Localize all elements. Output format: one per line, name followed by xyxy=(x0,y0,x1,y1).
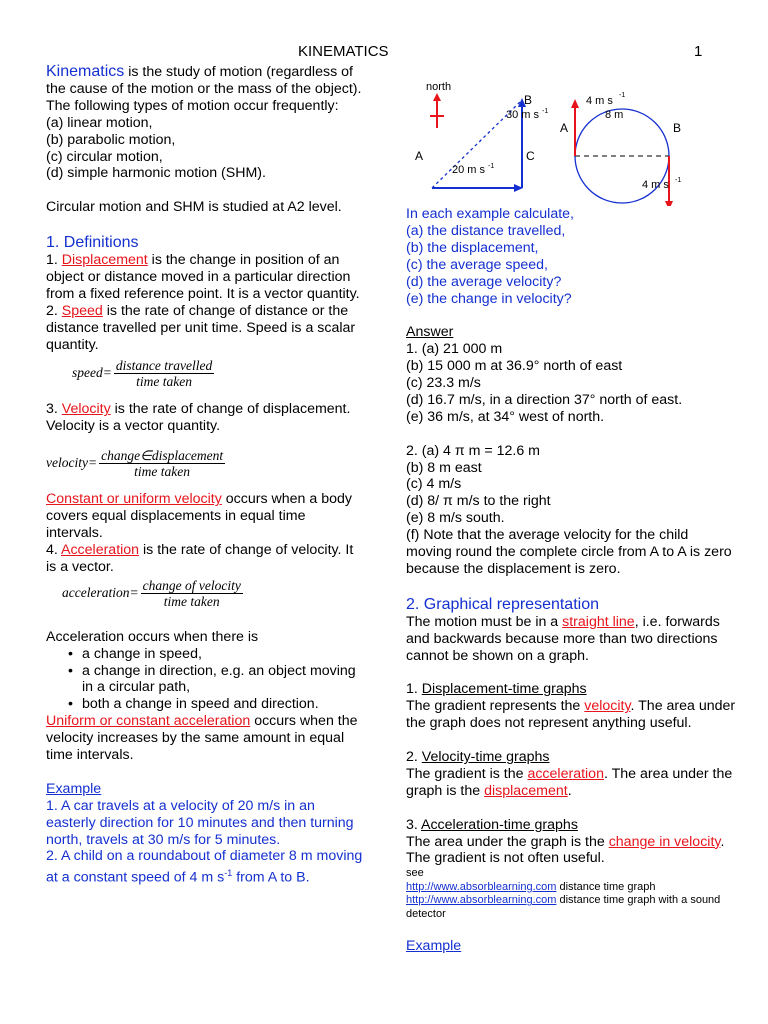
uniform-acceleration-term: Uniform or constant acceleration xyxy=(46,713,251,730)
velocity-20-label: 20 m s xyxy=(452,164,486,176)
graph1-pre: The gradient represents the xyxy=(406,698,585,715)
superscript: -1 xyxy=(224,868,233,879)
acceleration-formula xyxy=(62,576,366,612)
definition-displacement xyxy=(46,252,366,303)
kinematics-term: Kinematics xyxy=(46,63,125,80)
formula-equals: = xyxy=(102,365,112,381)
answer-2d: (d) 8/ π m/s to the right xyxy=(406,493,551,510)
formula-fraction xyxy=(141,578,243,609)
graph1-heading xyxy=(406,681,736,698)
constant-velocity-definition xyxy=(46,491,366,542)
task-d: (d) the average velocity? xyxy=(406,273,562,290)
resource-link-2 xyxy=(406,894,736,921)
graph2-heading xyxy=(406,749,736,766)
answer-2f: (f) Note that the average velocity for the child moving round the complete circle from A to A is zero because the displacement is zero. xyxy=(406,527,732,577)
uniform-acceleration-definition xyxy=(46,713,366,764)
example-heading-left: Example xyxy=(46,780,102,797)
def-text: is the rate of change of velocity. It is a vector. xyxy=(46,542,354,575)
def-text: is the change in position of an object or distance moved in a particular direction from a fixed reference point. It is a vector quantity. xyxy=(46,252,360,302)
answer-2a: 2. (a) 4 π m = 12.6 m xyxy=(406,442,540,459)
answer-1b: (b) 15 000 m at 36.9° north of east xyxy=(406,358,623,375)
formula-fraction xyxy=(114,358,214,389)
answer-heading: Answer xyxy=(406,324,454,341)
superscript: -1 xyxy=(619,92,626,99)
answer-1e: (e) 36 m/s, at 34° west of north. xyxy=(406,408,605,425)
velocity-formula xyxy=(46,443,366,483)
graph-intro xyxy=(406,614,736,665)
answer-2e: (e) 8 m/s south. xyxy=(406,510,505,527)
diameter-label: 8 m xyxy=(605,109,624,121)
label-c: C xyxy=(526,149,535,163)
a2-note: Circular motion and SHM is studied at A2 level. xyxy=(46,199,342,216)
list-item: • a change in direction, e.g. an object moving in a circular path, xyxy=(46,663,366,697)
formula-denominator: time taken xyxy=(163,594,220,610)
formula-numerator: change∈displacement xyxy=(101,447,224,463)
section-graphical-heading: 2. Graphical representation xyxy=(406,595,599,613)
motion-type-a: (a) linear motion, xyxy=(46,114,153,131)
graph3-title: Acceleration-time graphs xyxy=(421,816,578,833)
formula-lhs: acceleration xyxy=(62,585,130,601)
formula-lhs: speed xyxy=(72,365,103,381)
graph2-title: Velocity-time graphs xyxy=(421,749,550,766)
acceleration-term: Acceleration xyxy=(61,542,140,558)
left-column xyxy=(46,64,366,887)
intro-text: is the study of motion (regardless of the cause of the motion or the mass of the object). xyxy=(46,64,362,97)
answer-2c: (c) 4 m/s xyxy=(406,476,462,493)
example-heading-right: Example xyxy=(406,938,462,955)
formula-equals: = xyxy=(129,585,139,601)
speed-formula xyxy=(72,353,366,393)
page-number: 1 xyxy=(694,43,703,60)
graph3-text xyxy=(406,834,736,868)
label-b: B xyxy=(524,93,533,107)
formula-lhs: velocity xyxy=(46,454,88,470)
displacement-term: Displacement xyxy=(61,252,148,269)
example-diagrams xyxy=(410,76,710,206)
graph3-post: . The gradient is not often useful. xyxy=(406,833,725,867)
see-label: see xyxy=(406,867,424,880)
def-text: occurs when the velocity increases by the same amount in equal time intervals. xyxy=(46,713,358,764)
acceleration-intro: Acceleration occurs when there is xyxy=(46,628,259,645)
graph3-heading xyxy=(406,817,736,834)
label-a: A xyxy=(415,149,424,163)
absorblearning-link-2[interactable]: http://www.absorblearning.com xyxy=(406,894,557,907)
formula-denominator: time taken xyxy=(134,463,191,479)
formula-fraction xyxy=(99,448,225,479)
motion-type-c: (c) circular motion, xyxy=(46,148,163,165)
types-intro: The following types of motion occur frequently: xyxy=(46,97,339,114)
formula-equals: = xyxy=(87,454,98,470)
velocity-term: Velocity xyxy=(61,401,111,418)
example-2-text: 2. A child on a roundabout of diameter 8 m moving at a constant speed of 4 m s xyxy=(46,848,363,887)
right-column xyxy=(406,206,736,955)
example-1: 1. A car travels at a velocity of 20 m/s in an easterly direction for 10 minutes and then turning north, travels at 30 m/s for 5 minutes. xyxy=(46,797,354,848)
page-title: KINEMATICS xyxy=(298,43,389,60)
formula-numerator: change of velocity xyxy=(142,578,241,594)
def-text: occurs when a body covers equal displacements in equal time intervals. xyxy=(46,491,352,542)
vector-diagram-svg xyxy=(410,76,710,206)
graph3-pre: The area under the graph is the xyxy=(406,833,609,850)
graph2-mid: . The area under the graph is the xyxy=(406,765,733,799)
motion-type-d: (d) simple harmonic motion (SHM). xyxy=(46,165,266,182)
example-2 xyxy=(46,848,366,887)
list-item: • a change in speed, xyxy=(46,646,366,663)
answer-2b: (b) 8 m east xyxy=(406,459,482,476)
superscript: -1 xyxy=(488,163,495,170)
link-1-description: distance time graph xyxy=(556,880,656,893)
graph-number: 3. xyxy=(406,816,421,833)
superscript: -1 xyxy=(542,108,549,115)
definition-speed xyxy=(46,303,366,354)
intro-paragraph xyxy=(46,64,366,98)
speed-top-label: 4 m s xyxy=(586,95,613,107)
graph2-pre: The gradient is the xyxy=(406,765,528,782)
circle-label-a: A xyxy=(560,121,569,135)
def-number: 1. xyxy=(46,252,62,269)
formula-denominator: time taken xyxy=(136,373,192,389)
definition-velocity xyxy=(46,401,366,435)
speed-term: Speed xyxy=(61,302,103,319)
answer-1d: (d) 16.7 m/s, in a direction 37° north of east. xyxy=(406,391,683,408)
definition-acceleration xyxy=(46,542,366,576)
graph1-post: . The area under the graph does not represent anything useful. xyxy=(406,698,736,732)
task-b: (b) the displacement, xyxy=(406,239,539,256)
velocity-at-a-arrowhead xyxy=(571,99,579,108)
graph-intro-text: The motion must be in a xyxy=(406,613,563,630)
tasks-intro: In each example calculate, xyxy=(406,206,574,222)
page-header xyxy=(0,44,768,62)
link-2-description: distance time graph with a sound detector xyxy=(406,894,721,920)
acceleration-term-graph: acceleration xyxy=(527,765,604,782)
change-in-velocity-term: change in velocity xyxy=(608,833,721,850)
task-e: (e) the change in velocity? xyxy=(406,290,572,307)
superscript: -1 xyxy=(675,177,682,184)
absorblearning-link-1[interactable]: http://www.absorblearning.com xyxy=(406,880,557,893)
displacement-term-graph: displacement xyxy=(484,782,568,799)
straight-line-term: straight line xyxy=(562,613,635,630)
constant-velocity-term: Constant or uniform velocity xyxy=(46,491,222,508)
answer-1c: (c) 23.3 m/s xyxy=(406,375,481,392)
def-text: is the rate of change of distance or the distance travelled per unit time. Speed is a scalar quantity. xyxy=(46,302,356,353)
def-number: 3. xyxy=(46,401,62,418)
graph-intro-end: , i.e. forwards and backwards because more than two directions cannot be shown on a graph. xyxy=(406,613,720,664)
def-number: 4. xyxy=(46,542,61,558)
graph-number: 2. xyxy=(406,749,422,766)
velocity-term-graph: velocity xyxy=(584,698,631,715)
def-number: 2. xyxy=(46,302,62,319)
task-a: (a) the distance travelled, xyxy=(406,222,566,239)
circle-label-b: B xyxy=(673,121,682,135)
section-definitions-heading: 1. Definitions xyxy=(46,234,139,252)
graph1-title: Displacement-time graphs xyxy=(421,681,587,698)
task-c: (c) the average speed, xyxy=(406,256,548,273)
example-2-end: from A to B. xyxy=(232,870,310,887)
velocity-30-label: 30 m s xyxy=(506,109,540,121)
motion-type-b: (b) parabolic motion, xyxy=(46,131,176,148)
speed-bottom-label: 4 m s xyxy=(642,179,669,191)
formula-numerator: distance travelled xyxy=(115,357,213,373)
graph-number: 1. xyxy=(406,681,422,698)
def-text: is the rate of change of displacement. Velocity is a vector quantity. xyxy=(46,401,351,435)
answer-1a: 1. (a) 21 000 m xyxy=(406,341,503,358)
graph2-text xyxy=(406,766,736,800)
resource-link-1 xyxy=(406,881,736,895)
acceleration-bullets xyxy=(46,646,366,714)
graph2-post: . xyxy=(567,782,572,799)
north-label: north xyxy=(426,81,452,93)
list-item: • both a change in speed and direction. xyxy=(46,696,366,713)
graph1-text xyxy=(406,698,736,732)
north-arrowhead xyxy=(433,93,441,101)
